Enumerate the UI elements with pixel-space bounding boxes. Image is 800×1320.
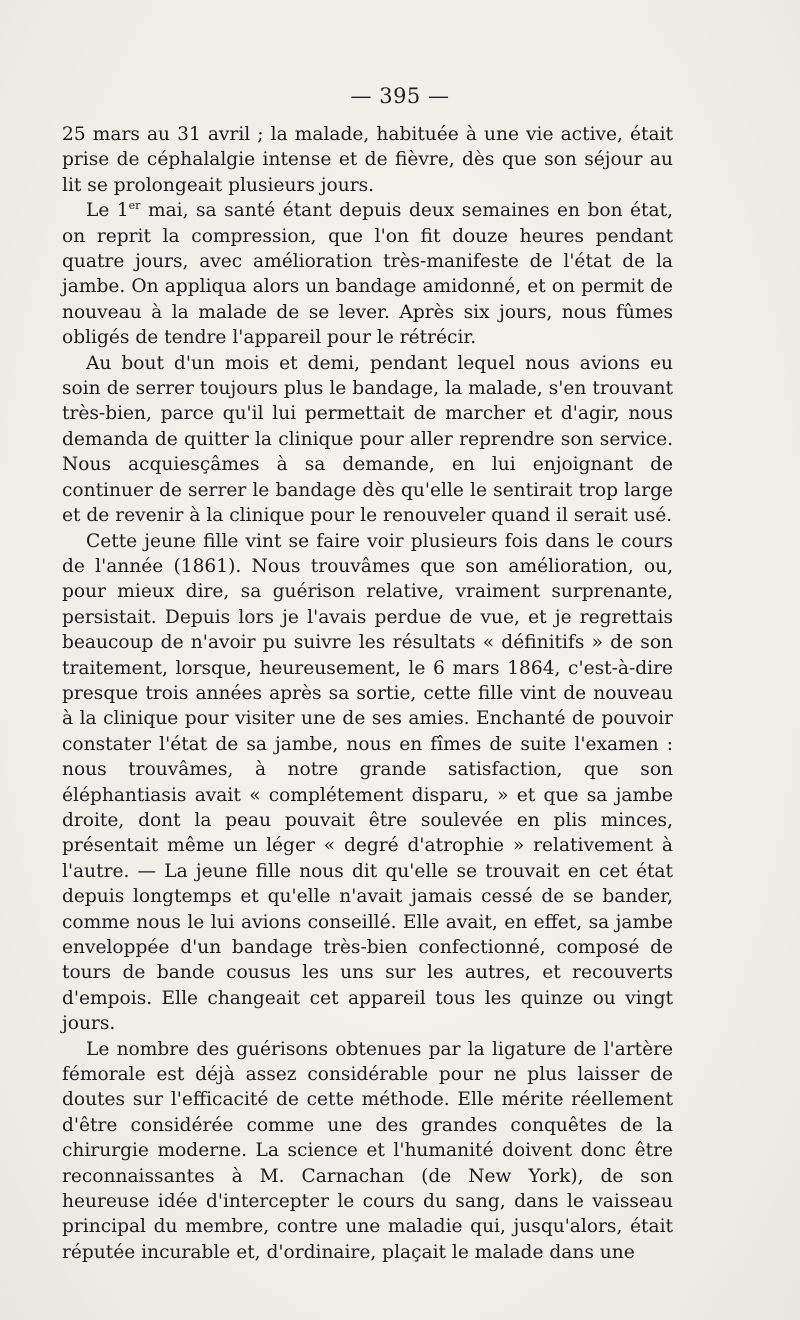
paragraph-4: Cette jeune fille vint se faire voir plusieurs fois dans le cours de l'année (1861). Nous trouvâmes que son amélioration, ou, pour mieux dire, sa guérison relative, vraiment surprenante, persistait. Depuis lors je l'avais perdue de vue, et je regrettais beaucoup de n'avoir pu suivre les résultats « définitifs » de son traitement, lorsque, heureusement, le 6 mars 1864, c'est-à-dire presque trois années après sa sortie, cette fille vint de nouveau à la clinique pour visiter une de ses amies. Enchanté de pouvoir constater l'état de sa jambe, nous en fîmes de suite l'examen : nous trouvâmes, à notre grande satisfaction, que son éléphantiasis avait « complétement disparu, » et que sa jambe droite, dont la peau pouvait être soulevée en plis minces, présentait même un léger « degré d'atrophie » relativement à l'autre. — La jeune fille nous dit qu'elle se trouvait en cet état depuis longtemps et qu'elle n'avait jamais cessé de se bander, comme nous le lui avions conseillé. Elle avait, en effet, sa jambe enveloppée d'un bandage très-bien confectionné, composé de tours de bande cousus les uns sur les autres, et recouverts d'empois. Elle changeait cet appareil tous les quinze ou vingt jours. — [62, 530, 673, 1035]
paragraph-3: Au bout d'un mois et demi, pendant lequel nous avions eu soin de serrer toujours plus le bandage, la malade, s'en trouvant très-bien, parce qu'il lui permettait de marcher et d'agir, nous demanda de quitter la clinique pour aller reprendre son service. Nous acquiesçâmes à sa demande, en lui enjoignant de continuer de serrer le bandage dès qu'elle le sentirait trop large et de revenir à la clinique pour le renouveler quand il serait usé. — [62, 352, 673, 527]
paragraph-2 — [62, 198, 673, 350]
paragraph-2-lead: Le 1 — [86, 200, 129, 222]
ordinal-superscript: er — [128, 199, 141, 213]
paragraph-1: 25 mars au 31 avril ; la malade, habituée à une vie active, était prise de céphalalgie intense et de fièvre, dès que son séjour au lit se prolongeait plusieurs jours. — [62, 124, 673, 196]
paragraph-5: Le nombre des guérisons obtenues par la ligature de l'artère fémorale est déjà assez considérable pour ne plus laisser de doutes sur l'efficacité de cette méthode. Elle mérite réellement d'être considérée comme une des grandes conquêtes de la chirurgie moderne. La science et l'humanité doivent donc être reconnaissantes à M. Carnachan (de New York), de son heureuse idée d'intercepter le cours du sang, dans le vaisseau principal du membre, contre une maladie qui, jusqu'alors, était réputée incurable et, d'ordinaire, plaçait le malade dans une — [62, 1038, 673, 1263]
paragraph-2-text: mai, sa santé étant depuis deux semaines en bon état, on reprit la compression, que l'on fit douze heures pendant quatre jours, avec amélioration très-manifeste de l'état de la jambe. On appliqua alors un bandage amidonné, et on permit de nouveau à la malade de se lever. Après six jours, nous fûmes obligés de tendre l'appareil pour le rétrécir. — [62, 200, 673, 349]
page-number: — 395 — — [350, 84, 450, 108]
body-text — [62, 122, 673, 1265]
